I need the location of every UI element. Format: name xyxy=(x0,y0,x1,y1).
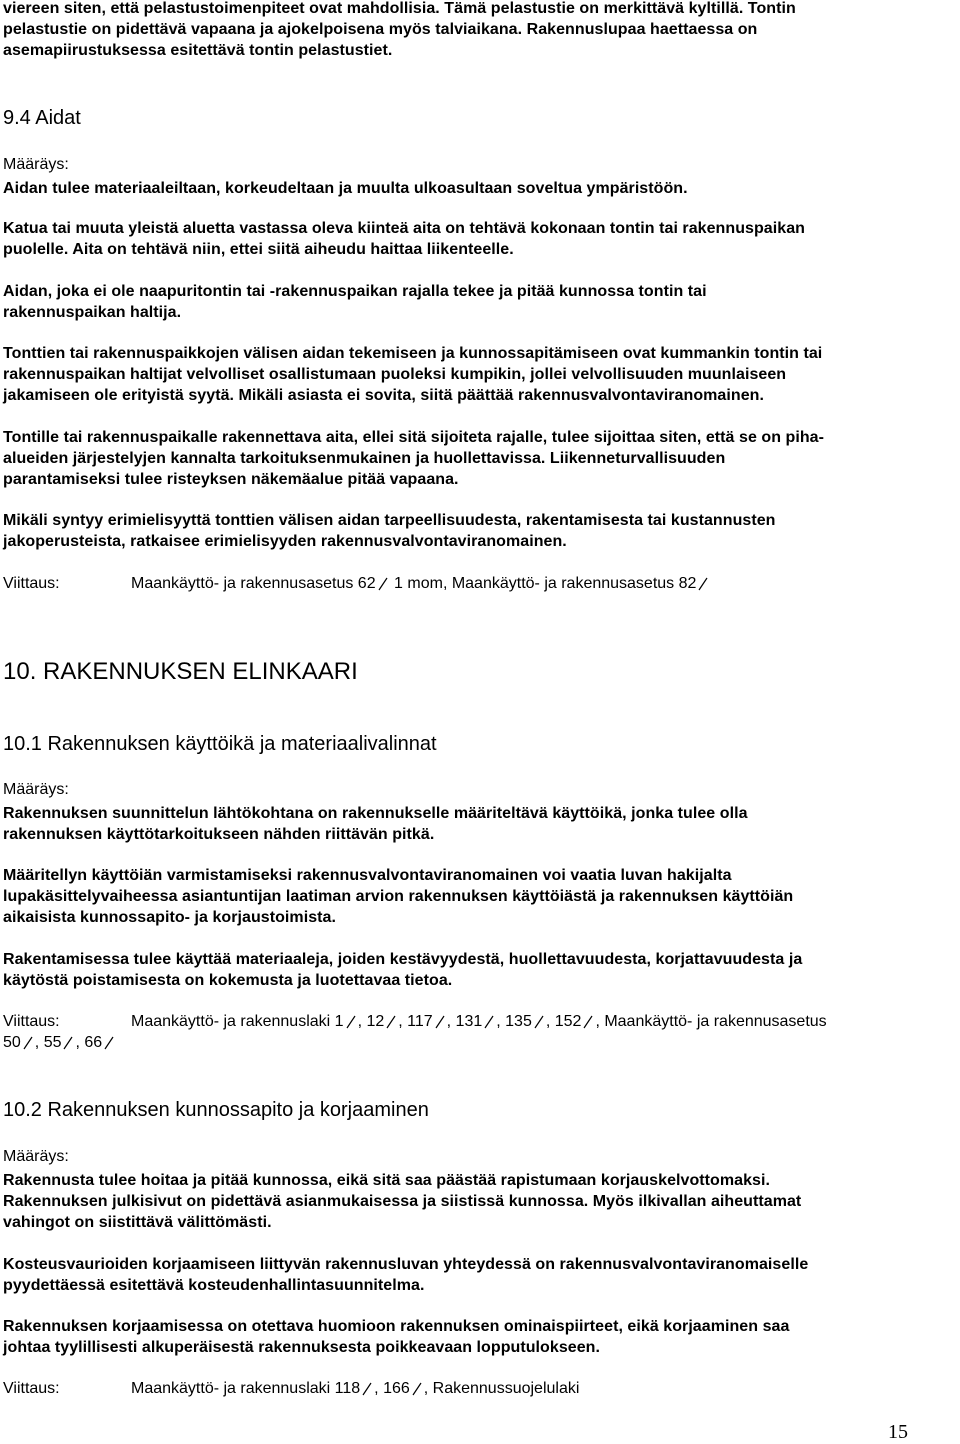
section-mark-icon xyxy=(696,573,710,594)
section-mark-icon xyxy=(344,1011,358,1032)
paragraph-line: Rakentamisessa tulee käyttää materiaaleja, joiden kestävyydestä, huollettavuudesta, korjattavuudesta ja xyxy=(3,951,803,968)
chapter-heading: 10. RAKENNUKSEN ELINKAARI xyxy=(3,658,358,685)
reference-part: , 12 xyxy=(357,1013,385,1030)
reference-part: , 135 xyxy=(496,1013,532,1030)
paragraph-line: jakamiseen ole erityistä syytä. Mikäli asiasta ei sovita, siitä päättää rakennusvalvontaviranomainen. xyxy=(3,387,764,404)
reference-part: 50 xyxy=(3,1034,21,1051)
paragraph-line: Tontille tai rakennuspaikalle rakennettava aita, ellei sitä sijoiteta rajalle, tulee sijoittaa siten, että se on piha- xyxy=(3,429,825,446)
reference-part: Maankäyttö- ja rakennuslaki 118 xyxy=(131,1380,361,1397)
reference-text xyxy=(131,1378,579,1399)
paragraph-line: Katua tai muuta yleistä aluetta vastassa oleva kiinteä aita on tehtävä kokonaan tontin tai rakennuspaikan xyxy=(3,220,805,237)
paragraph-line: rakennuspaikan haltijat velvolliset osallistumaan puoleksi kumpikin, jollei velvollisuuden muunlaiseen xyxy=(3,366,787,383)
regulation-label: Määräys: xyxy=(3,1148,69,1165)
section-mark-icon xyxy=(384,1011,398,1032)
reference-part: , 55 xyxy=(34,1034,62,1051)
paragraph-line: asemapiirustuksessa esitettävä tontin pelastustiet. xyxy=(3,42,393,59)
reference-part: , 131 xyxy=(446,1013,483,1030)
paragraph-line: viereen siten, että pelastustoimenpiteet ovat mahdollisia. Tämä pelastustie on merkittävä kyltillä. Tontin xyxy=(3,0,796,17)
paragraph-line: pyydettäessä esitettävä kosteudenhallintasuunnitelma. xyxy=(3,1277,425,1294)
paragraph-line: Rakennuksen suunnittelun lähtökohtana on rakennukselle määriteltävä käyttöikä, jonka tulee olla xyxy=(3,805,748,822)
paragraph-line: vahingot on siistittävä välittömästi. xyxy=(3,1214,272,1231)
paragraph-line: Aidan, joka ei ole naapuritontin tai -rakennuspaikan rajalla tekee ja pitää kunnossa tontin tai xyxy=(3,283,707,300)
paragraph-line: rakennuspaikan haltija. xyxy=(3,304,182,321)
reference-label: Viittaus: xyxy=(3,1380,60,1397)
section-mark-icon xyxy=(360,1378,374,1399)
reference-text xyxy=(131,1011,827,1032)
section-mark-icon xyxy=(433,1011,447,1032)
reference-text xyxy=(131,573,710,594)
reference-label: Viittaus: xyxy=(3,575,60,592)
section-mark-icon xyxy=(102,1032,116,1053)
section-mark-icon xyxy=(581,1011,595,1032)
reference-part: , Rakennussuojelulaki xyxy=(423,1380,580,1397)
section-mark-icon xyxy=(61,1032,75,1053)
section-mark-icon xyxy=(21,1032,35,1053)
paragraph-line: Rakennusta tulee hoitaa ja pitää kunnossa, eikä sitä saa päästää rapistumaan korjauskelvottomaksi. xyxy=(3,1172,770,1189)
section-mark-icon xyxy=(376,573,390,594)
paragraph-line: Määritellyn käyttöiän varmistamiseksi rakennusvalvontaviranomainen voi vaatia luvan hakijalta xyxy=(3,867,732,884)
paragraph-line: lupakäsittelyvaiheessa asiantuntijan laatiman arvion rakennuksen käyttöiästä ja rakennuksen käyttöiän xyxy=(3,888,794,905)
section-mark-icon xyxy=(532,1011,546,1032)
section-heading: 10.2 Rakennuksen kunnossapito ja korjaaminen xyxy=(3,1099,429,1121)
paragraph-line: pelastustie on pidettävä vapaana ja ajokelpoisena myös talviaikana. Rakennuslupaa haettaessa on xyxy=(3,21,758,38)
paragraph-line: aikaisista kunnossapito- ja korjaustoimista. xyxy=(3,909,336,926)
reference-part: , 66 xyxy=(75,1034,103,1051)
reference-part: Maankäyttö- ja rakennuslaki 1 xyxy=(131,1013,344,1030)
paragraph-line: parantamiseksi tulee risteyksen näkemäalue pitää vapaana. xyxy=(3,471,459,488)
paragraph-line: Kosteusvaurioiden korjaamiseen liittyvän rakennusluvan yhteydessä on rakennusvalvontaviranomaiselle xyxy=(3,1256,809,1273)
reference-part: , 117 xyxy=(398,1013,433,1030)
reference-continuation xyxy=(3,1032,116,1053)
page-number: 15 xyxy=(888,1421,908,1443)
reference-part: 1 mom, Maankäyttö- ja rakennusasetus 82 xyxy=(389,575,697,592)
paragraph-line: Rakennuksen korjaamisessa on otettava huomioon rakennuksen ominaispiirteet, eikä korjaaminen saa xyxy=(3,1318,790,1335)
reference-part: , 166 xyxy=(374,1380,410,1397)
paragraph-line: Tonttien tai rakennuspaikkojen välisen aidan tekemiseen ja kunnossapitämiseen ovat kummankin tontin tai xyxy=(3,345,823,362)
section-mark-icon xyxy=(482,1011,496,1032)
regulation-label: Määräys: xyxy=(3,781,69,798)
reference-part: , 152 xyxy=(545,1013,582,1030)
paragraph-line: rakennuksen käyttötarkoitukseen nähden riittävän pitkä. xyxy=(3,826,435,843)
paragraph-line: jakoperusteista, ratkaisee erimielisyyden rakennusvalvontaviranomainen. xyxy=(3,533,567,550)
section-heading: 10.1 Rakennuksen käyttöikä ja materiaalivalinnat xyxy=(3,733,437,755)
paragraph-line: puolelle. Aita on tehtävä niin, ettei siitä aiheudu haittaa liikenteelle. xyxy=(3,241,514,258)
paragraph-line: Mikäli syntyy erimielisyyttä tonttien välisen aidan tarpeellisuudesta, rakentamisesta tai kustannusten xyxy=(3,512,776,529)
regulation-label: Määräys: xyxy=(3,156,69,173)
paragraph-line: alueiden järjestelyjen kannalta tarkoituksenmukainen ja huollettavissa. Liikenneturvallisuuden xyxy=(3,450,726,467)
reference-label: Viittaus: xyxy=(3,1013,60,1030)
paragraph-line: johtaa tyylillisesti alkuperäisestä rakennuksesta poikkeavaan lopputulokseen. xyxy=(3,1339,600,1356)
reference-part: Maankäyttö- ja rakennusasetus 62 xyxy=(131,575,376,592)
section-heading: 9.4 Aidat xyxy=(3,107,81,129)
section-mark-icon xyxy=(410,1378,424,1399)
reference-part: , Maankäyttö- ja rakennusasetus xyxy=(595,1013,827,1030)
paragraph-line: Rakennuksen julkisivut on pidettävä asianmukaisessa ja siistissä kunnossa. Myös ilkivallan aiheuttamat xyxy=(3,1193,802,1210)
paragraph-line: Aidan tulee materiaaleiltaan, korkeudeltaan ja muulta ulkoasultaan soveltua ympäristöön. xyxy=(3,180,688,197)
paragraph-line: käytöstä poistamisesta on kokemusta ja luotettavaa tietoa. xyxy=(3,972,453,989)
